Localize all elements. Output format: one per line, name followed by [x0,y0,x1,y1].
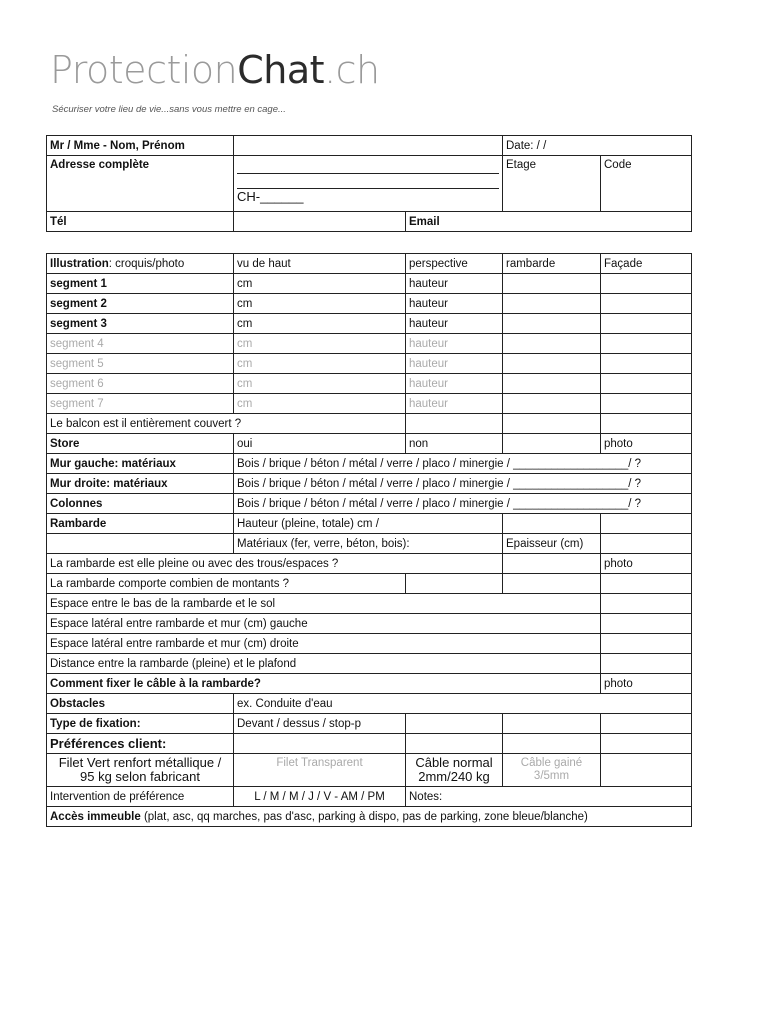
answer-cell[interactable] [601,754,692,787]
segment-cell[interactable] [503,354,601,374]
obstacles-field[interactable]: ex. Conduite d'eau [234,694,692,714]
cable-normal-option[interactable] [406,754,503,787]
colonnes-label: Colonnes [47,494,234,514]
illustration-label: Illustration: croquis/photo [47,254,234,274]
answer-cell[interactable] [601,574,692,594]
segment-cm[interactable]: cm [234,314,406,334]
segment-cell[interactable] [601,374,692,394]
segment-cell[interactable] [601,314,692,334]
tagline: Sécuriser votre lieu de vie...sans vous mettre en cage... [52,104,286,115]
segment-row [47,394,692,414]
illustration-top-view[interactable]: vu de haut [234,254,406,274]
answer-cell[interactable] [406,574,503,594]
rambarde-label: Rambarde [47,514,234,534]
tel-field[interactable] [234,212,406,232]
segment-cell[interactable] [601,294,692,314]
segment-cell[interactable] [503,274,601,294]
filet-vert-option[interactable] [47,754,234,787]
segment-row [47,374,692,394]
obstacles-label: Obstacles [47,694,234,714]
segment-hauteur[interactable]: hauteur [406,334,503,354]
mur-droite-label: Mur droite: matériaux [47,474,234,494]
distance-plafond-question: Distance entre la rambarde (pleine) et le plafond [47,654,601,674]
segment-cm[interactable]: cm [234,374,406,394]
answer-cell[interactable] [601,654,692,674]
segment-row [47,314,692,334]
answer-cell[interactable] [601,614,692,634]
segment-row [47,354,692,374]
ch-postal: CH-______ [237,189,304,204]
notes-field[interactable]: Notes: [406,787,692,807]
type-fixation-options[interactable]: Devant / dessus / stop-p [234,714,406,734]
address-label: Adresse complète [47,156,234,212]
answer-cell[interactable] [601,734,692,754]
rambarde-cell[interactable] [601,514,692,534]
segment-row [47,334,692,354]
cable-gaine-line-1: Câble gainé [520,757,583,769]
mur-gauche-options[interactable]: Bois / brique / béton / métal / verre / placo / minergie / __________________/ ? [234,454,692,474]
rambarde-cell[interactable] [601,534,692,554]
segment-label: segment 2 [47,294,234,314]
store-label: Store [47,434,234,454]
segment-cm[interactable]: cm [234,334,406,354]
etage-field[interactable]: Etage [503,156,601,212]
contact-table [46,135,692,232]
answer-cell[interactable] [234,734,406,754]
segment-hauteur[interactable]: hauteur [406,274,503,294]
colonnes-options[interactable]: Bois / brique / béton / métal / verre / placo / minergie / __________________/ ? [234,494,692,514]
segment-label: segment 6 [47,374,234,394]
cable-normal-line-2: 2mm/240 kg [418,769,490,784]
store-cell[interactable] [503,434,601,454]
segment-cell[interactable] [503,334,601,354]
segment-cell[interactable] [503,374,601,394]
fixer-cable-photo[interactable]: photo [601,674,692,694]
details-table [46,253,692,827]
answer-cell[interactable] [503,714,601,734]
illustration-perspective[interactable]: perspective [406,254,503,274]
rambarde-cell[interactable] [503,514,601,534]
rambarde-hauteur[interactable]: Hauteur (pleine, totale) cm / [234,514,503,534]
segment-cell[interactable] [601,334,692,354]
segment-hauteur[interactable]: hauteur [406,294,503,314]
answer-cell[interactable] [503,574,601,594]
date-field[interactable]: Date: / / [503,136,692,156]
rambarde-epaisseur[interactable]: Epaisseur (cm) [503,534,601,554]
intervention-days[interactable]: L / M / M / J / V - AM / PM [234,787,406,807]
segment-cm[interactable]: cm [234,294,406,314]
rambarde-materiaux[interactable]: Matériaux (fer, verre, béton, bois): [234,534,503,554]
mur-gauche-label: Mur gauche: matériaux [47,454,234,474]
illustration-rambarde[interactable]: rambarde [503,254,601,274]
segment-cm[interactable]: cm [234,354,406,374]
balcon-cell[interactable] [601,414,692,434]
answer-cell[interactable] [406,734,503,754]
segment-cell[interactable] [503,394,601,414]
brand-logo: ProtectionChat.ch [50,48,380,92]
rambarde-pleine-question: La rambarde est elle pleine ou avec des trous/espaces ? [47,554,503,574]
mur-droite-options[interactable]: Bois / brique / béton / métal / verre / placo / minergie / __________________/ ? [234,474,692,494]
segment-label: segment 1 [47,274,234,294]
answer-cell[interactable] [601,714,692,734]
balcon-question: Le balcon est il entièrement couvert ? [47,414,406,434]
answer-cell[interactable] [503,734,601,754]
segment-row [47,294,692,314]
segment-hauteur[interactable]: hauteur [406,374,503,394]
segment-cell[interactable] [503,294,601,314]
acces-immeuble[interactable]: Accès immeuble (plat, asc, qq marches, pas d'asc, parking à dispo, pas de parking, zone bleue/blanche) [47,807,692,827]
segment-label: segment 4 [47,334,234,354]
segment-cell[interactable] [503,314,601,334]
segment-cell[interactable] [601,394,692,414]
balcon-cell[interactable] [503,414,601,434]
segment-label: segment 7 [47,394,234,414]
rambarde-blank [47,534,234,554]
segment-row [47,274,692,294]
illustration-facade[interactable]: Façade [601,254,692,274]
type-fixation-label: Type de fixation: [47,714,234,734]
preferences-label: Préférences client: [47,734,234,754]
segment-cell[interactable] [601,354,692,374]
email-field[interactable]: Email [406,212,692,232]
store-photo[interactable]: photo [601,434,692,454]
segment-hauteur[interactable]: hauteur [406,314,503,334]
segment-cell[interactable] [601,274,692,294]
fixer-cable-question: Comment fixer le câble à la rambarde? [47,674,601,694]
answer-cell[interactable] [601,594,692,614]
segment-cm[interactable]: cm [234,394,406,414]
answer-cell[interactable] [503,554,601,574]
store-oui[interactable]: oui [234,434,406,454]
code-field[interactable]: Code [601,156,692,212]
answer-cell[interactable] [601,634,692,654]
name-label: Mr / Mme - Nom, Prénom [47,136,234,156]
segment-hauteur[interactable]: hauteur [406,354,503,374]
address-line-1 [237,159,499,174]
cable-normal-line-1: Câble normal [415,755,493,770]
name-field[interactable] [234,136,503,156]
answer-cell[interactable] [406,714,503,734]
segment-hauteur[interactable]: hauteur [406,394,503,414]
segment-cm[interactable]: cm [234,274,406,294]
segment-label: segment 5 [47,354,234,374]
espace-gauche-question: Espace latéral entre rambarde et mur (cm) gauche [47,614,601,634]
intervention-label: Intervention de préférence [47,787,234,807]
filet-transparent-option[interactable]: Filet Transparent [234,754,406,787]
cable-gaine-line-2: 3/5mm [533,770,570,782]
balcon-cell[interactable] [406,414,503,434]
store-non[interactable]: non [406,434,503,454]
filet-vert-line-1: Filet Vert renfort métallique / [58,755,222,770]
espace-droite-question: Espace latéral entre rambarde et mur (cm) droite [47,634,601,654]
address-field[interactable] [234,156,503,212]
espace-sol-question: Espace entre le bas de la rambarde et le sol [47,594,601,614]
montants-question: La rambarde comporte combien de montants ? [47,574,406,594]
tel-label: Tél [47,212,234,232]
filet-vert-line-2: 95 kg selon fabricant [80,769,200,784]
cable-gaine-option[interactable] [503,754,601,787]
segment-label: segment 3 [47,314,234,334]
rambarde-photo[interactable]: photo [601,554,692,574]
address-line-2 [237,174,499,189]
